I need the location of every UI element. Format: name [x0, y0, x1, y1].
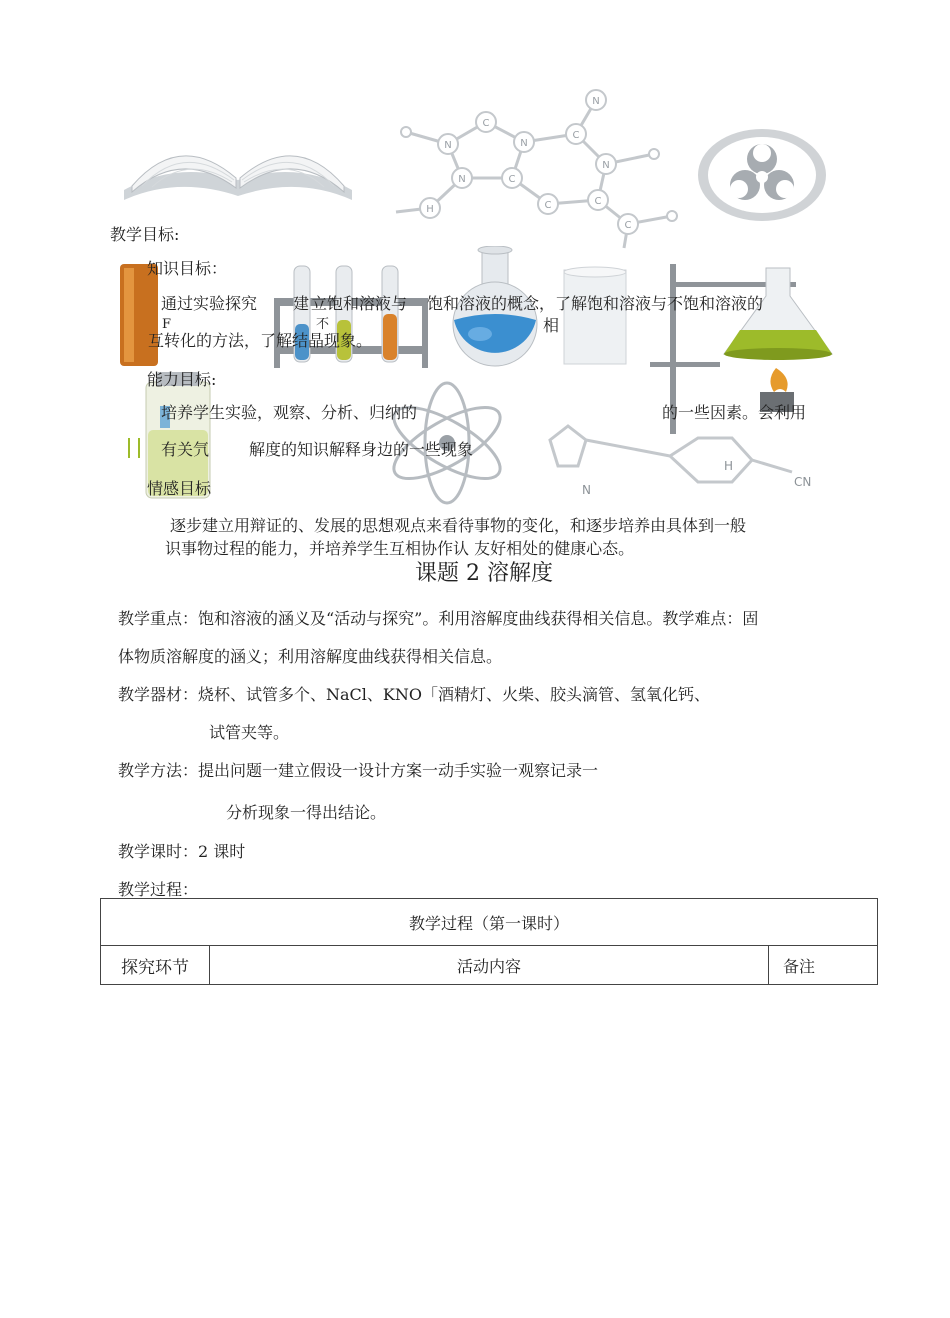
column-header-stage: 探究环节: [101, 946, 210, 985]
knowledge-line1-d: 饱和溶液的概念，了解饱和溶液与不饱和溶液的: [427, 294, 764, 313]
objectives-heading: 教学目标:: [110, 225, 180, 244]
key-points-line1: 教学重点：饱和溶液的涵义及“活动与探究”。利用溶解度曲线获得相关信息。教学难点：固: [118, 609, 759, 628]
knowledge-fragment-bu: 不: [316, 317, 330, 332]
atom-label: C: [594, 196, 602, 207]
knowledge-line1-b: 建: [293, 294, 310, 313]
emotion-heading: 情感目标: [147, 479, 212, 498]
atom-label: C: [624, 220, 632, 231]
atom-label: N: [458, 174, 466, 185]
process-table-header: 教学过程（第一课时）: [101, 899, 878, 946]
ability-heading: 能力目标:: [147, 370, 217, 389]
emotion-line2: 识事物过程的能力，并培养学生互相协作认 友好相处的健康心态。: [165, 539, 635, 558]
knowledge-fragment-xiang: 相: [543, 316, 560, 335]
knowledge-heading: 知识目标：: [147, 259, 228, 278]
test-tube-rack-illustration: [270, 262, 432, 370]
method-line2: 分析现象一得出结论。: [226, 803, 387, 822]
knowledge-line1-c: 立饱和溶液与: [311, 294, 408, 313]
biohazard-icon: [695, 125, 830, 225]
open-book-illustration: [118, 120, 358, 208]
atom-label: C: [482, 118, 490, 129]
process-table: [100, 898, 878, 985]
lesson-title: 课题 2 溶解度: [415, 561, 553, 586]
column-header-notes: 备注: [769, 946, 878, 985]
ability-line1-a: 培养学生实验，观察、分析、归纳的: [161, 403, 418, 422]
atom-label: C: [544, 200, 552, 211]
lower-molecule-illustration: [520, 420, 840, 500]
svg-text:N: N: [582, 483, 591, 497]
ability-line2-b: 解度的知识解释身边的一些现象: [249, 440, 474, 459]
atom-label: C: [508, 174, 516, 185]
key-points-line2: 体物质溶解度的涵义；利用溶解度曲线获得相关信息。: [118, 647, 503, 666]
atom-label: C: [572, 130, 580, 141]
molecule-structure-illustration: [392, 88, 682, 258]
atom-label: N: [520, 138, 528, 149]
knowledge-line1-a: 通过实验探究: [161, 294, 258, 313]
svg-text:CN: CN: [794, 475, 812, 489]
emotion-line1: 逐步建立用辩证的、发展的思想观点来看待事物的变化，和逐步培养由具体到一般: [170, 516, 747, 535]
atom-label: N: [602, 160, 610, 171]
beaker-illustration: [562, 266, 628, 366]
ability-line2-a: 有关氕: [161, 440, 210, 459]
knowledge-fragment-f: F: [162, 317, 172, 332]
atom-label: N: [444, 140, 452, 151]
column-header-content: 活动内容: [210, 946, 769, 985]
atom-label: H: [426, 204, 434, 215]
knowledge-line2: 互转化的方法，了解结晶现象。: [148, 331, 373, 350]
atom-label: N: [592, 96, 600, 107]
ability-line1-b: 的一些因素。会利用: [662, 403, 807, 422]
lesson-hours: 教学课时：2 课时: [118, 842, 246, 861]
process-label: 教学过程：: [118, 880, 199, 899]
equipment-line2: 试管夹等。: [209, 723, 290, 742]
equipment-line1: 教学器材：烧杯、试管多个、NaCl、KNO「酒精灯、火柴、胶头滴管、氢氧化钙、: [118, 685, 710, 704]
method-line1: 教学方法：提出问题一建立假设一设计方案一动手实验一观察记录一: [118, 761, 599, 780]
tube-marks: [128, 438, 140, 458]
svg-text:H: H: [724, 459, 734, 473]
